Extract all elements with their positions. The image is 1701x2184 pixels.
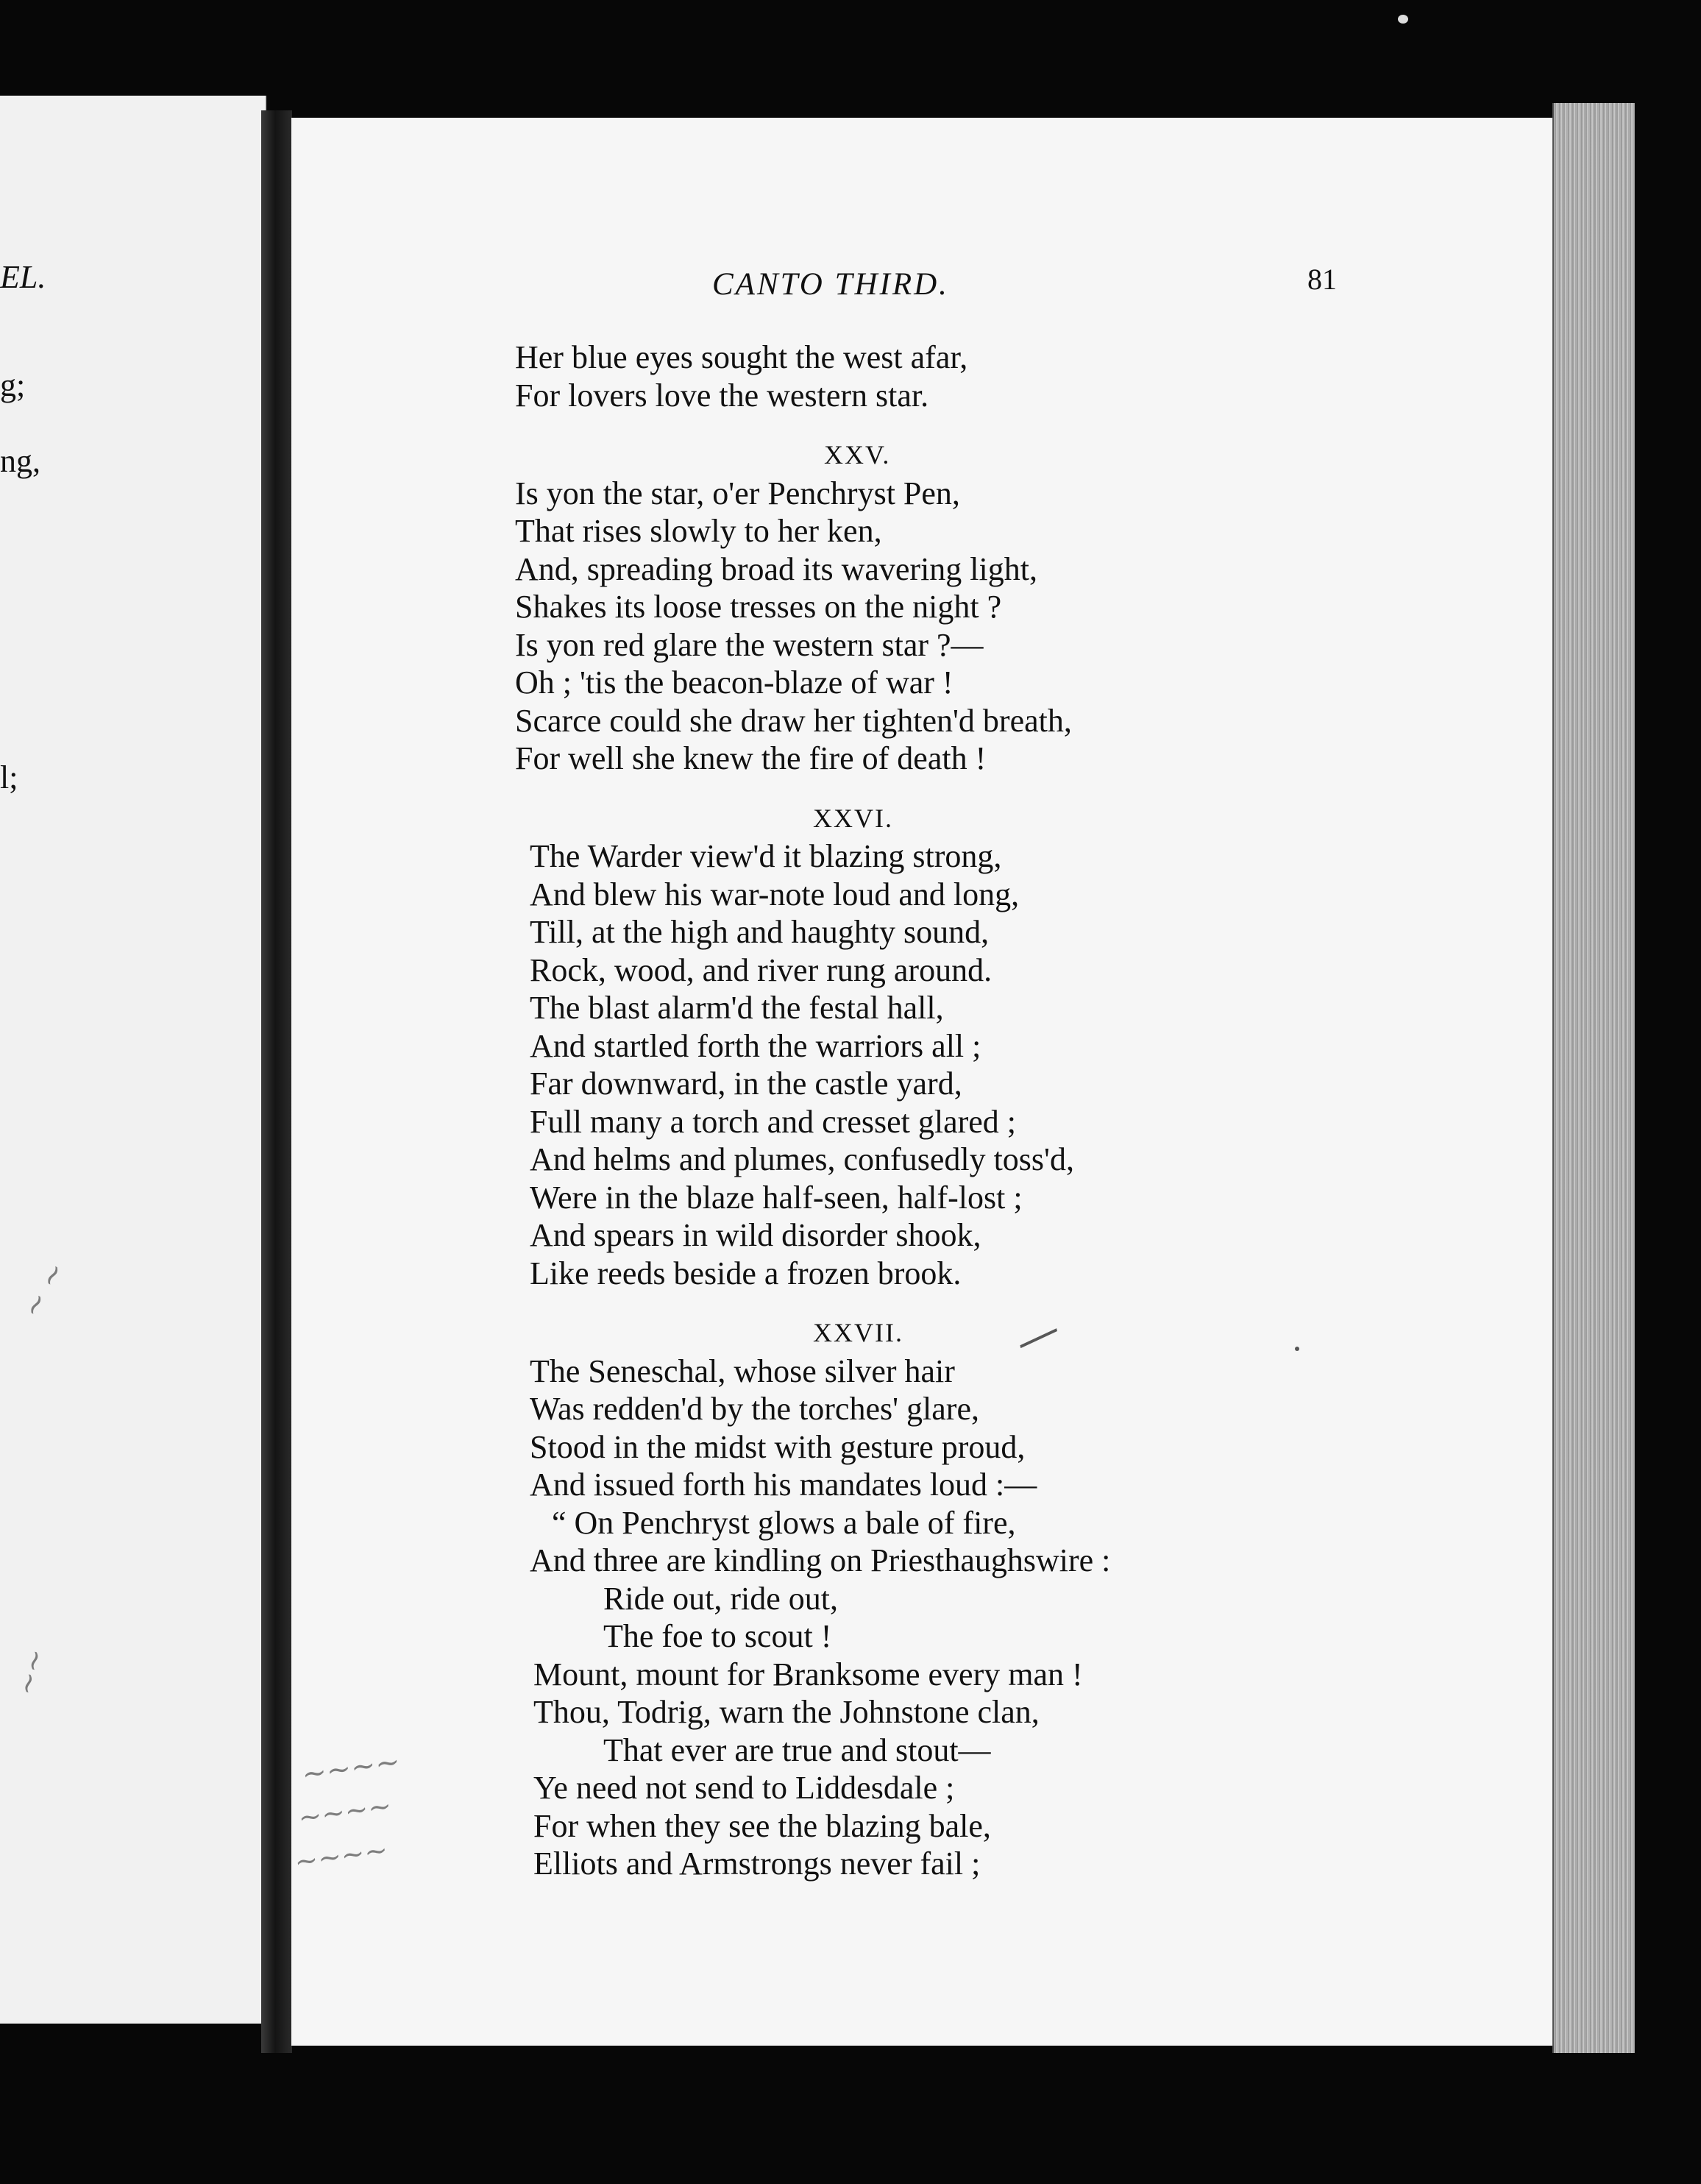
poem-line: And issued forth his mandates loud :— [530,1467,1037,1503]
poem-line: Were in the blaze half-seen, half-lost ; [530,1179,1023,1216]
poem-line: That rises slowly to her ken, [515,513,882,549]
poem-line: Rock, wood, and river rung around. [530,951,992,988]
dust-speck [1295,1347,1299,1351]
page-edge-stack [1552,103,1635,2053]
poem-line: And blew his war-note loud and long, [530,876,1020,912]
poem-line: Stood in the midst with gesture proud, [530,1428,1026,1465]
poem-line: Is yon red glare the western star ?— [515,626,984,663]
pencil-marginalia-scribble: ~~~~ [296,1789,394,1834]
stanza-number: XXVI. [813,803,893,833]
pencil-marginalia-scribble: ~~ [9,1645,53,1699]
pencil-mark-tick: — [1006,1302,1068,1369]
facing-page-left [0,96,266,2024]
left-page-fragment: l; [0,759,18,795]
poem-line: Elliots and Armstrongs never fail ; [533,1846,981,1882]
poem-line: Mount, mount for Branksome every man ! [533,1656,1083,1692]
poem-line: For lovers love the western star. [515,377,929,414]
stanza-number: XXVII. [813,1318,903,1347]
poem-line: Far downward, in the castle yard, [530,1066,962,1102]
left-page-fragment: g; [0,367,26,403]
poem-line: Till, at the high and haughty sound, [530,914,990,950]
pencil-marginalia-scribble: ~ ~ [15,1255,74,1325]
running-title: CANTO THIRD. [712,267,949,302]
pencil-marginalia-scribble: ~~~~ [292,1833,390,1879]
poem-line: Was redden'd by the torches' glare, [530,1391,979,1427]
poem-line: Full many a torch and cresset glared ; [530,1103,1017,1140]
poem-line: Shakes its loose tresses on the night ? [515,589,1002,625]
left-page-fragment: ng, [0,443,40,479]
poem-line: That ever are true and stout— [603,1731,991,1768]
poem-line: Is yon the star, o'er Penchryst Pen, [515,475,960,511]
poem-line: And helms and plumes, confusedly toss'd, [530,1141,1074,1177]
poem-line: Oh ; 'tis the beacon-blaze of war ! [515,664,954,701]
pencil-marginalia-scribble: ~~~~ [299,1744,402,1793]
poem-line: The foe to scout ! [603,1618,832,1654]
poem-line: And three are kindling on Priesthaughswire : [530,1542,1111,1578]
poem-line: Ride out, ride out, [603,1580,838,1617]
poem-line: And startled forth the warriors all ; [530,1027,981,1064]
poem-line: The blast alarm'd the festal hall, [530,990,944,1026]
poem-line: Her blue eyes sought the west afar, [515,339,968,375]
book-gutter [261,110,292,2053]
left-page-fragment: EL. [0,259,46,295]
poem-line: The Warder view'd it blazing strong, [530,838,1002,874]
stanza-number: XXV. [824,440,891,469]
page-number: 81 [1307,263,1337,296]
poem-line: Thou, Todrig, warn the Johnstone clan, [533,1694,1040,1730]
poem-line: Ye need not send to Liddesdale ; [533,1770,955,1806]
poem-line: For well she knew the fire of death ! [515,740,987,776]
poem-line: The Seneschal, whose silver hair [530,1352,955,1389]
poem-text [515,338,1435,1883]
poem-line: Scarce could she draw her tighten'd breath, [515,702,1072,739]
poem-line: For when they see the blazing bale, [533,1807,991,1844]
poem-line: “ On Penchryst glows a bale of fire, [552,1504,1016,1541]
poem-line: And, spreading broad its wavering light, [515,550,1037,587]
dust-speck [1398,15,1408,24]
poem-line: Like reeds beside a frozen brook. [530,1255,962,1291]
poem-line: And spears in wild disorder shook, [530,1217,981,1253]
